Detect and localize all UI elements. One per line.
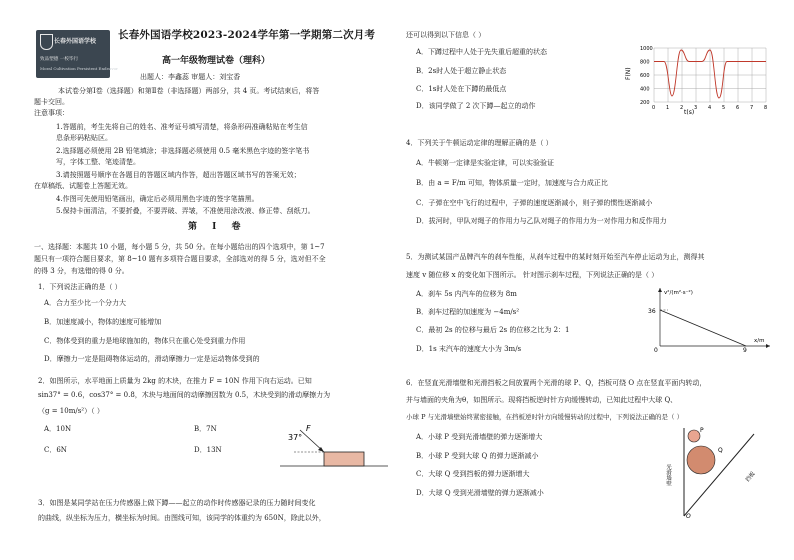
q3-option-c: C．1s时人处在下蹲的最低点 <box>416 85 507 93</box>
q4-option-b: B．由 a = F/m 可知，物体质量一定时，加速度与合力成正比 <box>416 179 608 187</box>
left-column <box>34 0 394 560</box>
q1-option-b: B．加速度减小，物体的速度可能增加 <box>44 318 162 326</box>
q6-option-a: A．小球 P 受到光滑墙壁的弹力逐渐增大 <box>416 433 543 441</box>
section-desc-line: 一、选择题：本题共 10 小题，每小题 5 分，共 50 分。在每小题给出的四个选项中，第 1~7 <box>34 243 325 251</box>
v2-line <box>660 310 746 346</box>
intro-line: 5.保持卡面清洁，不要折叠，不要弄破、弄皱，不准使用涂改液、修正带、刮纸刀。 <box>56 207 315 215</box>
intro-line: 写，字体工整、笔迹清楚。 <box>56 158 140 166</box>
q2-line: 2．如图所示，水平地面上质量为 2kg 的木块，在推力 F = 10N 作用下向右运动。已知 <box>38 377 312 385</box>
author-line: 出题人：李鑫蕊 审题人：刘宝香 <box>140 73 241 81</box>
q4-option-a: A．牛顿第一定律是实验定律，可以实验验证 <box>416 159 555 167</box>
intro-line: 题卡交回。 <box>34 98 69 106</box>
angle-label: 37° <box>288 433 303 442</box>
q6-option-d: D．大球 Q 受到光滑墙壁的弹力逐渐减小 <box>416 489 544 497</box>
q1-stem: 1．下列说法正确的是（ ） <box>38 283 122 291</box>
ball-p <box>688 430 700 442</box>
q5-line: 速度 v 随位移 x 的变化如下图所示。 针对图示刹车过程，下列说法正确的是（ ） <box>406 271 659 279</box>
section-title: 第 Ⅰ 卷 <box>188 222 247 232</box>
q5-line: 5．为测试某国产品牌汽车的刹车性能，从刹车过程中的某时刻开始至汽车停止运动为止，测得其 <box>406 253 705 261</box>
y-tick-label: 800 <box>640 59 650 66</box>
q2-option-d: D．13N <box>194 446 222 454</box>
block <box>324 452 364 466</box>
ball-q <box>687 446 715 474</box>
q2-line: sin37° = 0.6，cos37° = 0.8，木块与地面间的动摩擦因数为 0.5，木块受到的滑动摩擦力为 <box>38 391 331 399</box>
paper-title: 高一年级物理试卷（理科） <box>162 56 271 66</box>
q3-option-b: B．2s时人处于超立静止状态 <box>416 67 507 75</box>
x-arrow <box>766 344 770 348</box>
q4-option-c: C．子弹在空中飞行的过程中，子弹的速度逐渐减小，则子弹的惯性逐渐减小 <box>416 199 653 207</box>
q6-line: 并与墙面的夹角为θ，如图所示。现将挡板逆时针方向缓慢转动，已知此过程中大球 Q、 <box>406 396 678 404</box>
q6-line: 小球 P 与光滑墙壁始终紧密接触，在挡板逆时针方向缓慢转动的过程中，下列说法正确的是（ ） <box>406 413 684 421</box>
intro-line: 在草稿纸、试题卷上答题无效。 <box>34 182 132 190</box>
section-desc-line: 的得 3 分，有选错的得 0 分。 <box>34 267 129 275</box>
x-tick-label: 0 <box>652 105 656 111</box>
origin-label: 0 <box>654 347 658 352</box>
intro-line: 息条形码粘贴区。 <box>56 134 112 142</box>
y-axis-label: F(N) <box>625 67 632 80</box>
x-axis-label: t(s) <box>684 109 695 116</box>
q1-option-c: C．物体受到的重力是地球施加的，物体只在重心处受到重力作用 <box>44 337 246 345</box>
force-label: F <box>306 424 311 433</box>
right-column <box>406 0 776 560</box>
q2-line: （g = 10m/s²）（ ） <box>38 407 104 415</box>
q6-figure <box>664 424 774 520</box>
q5-option-b: B．刹车过程的加速度为 −4m/s² <box>416 308 520 316</box>
x-tick-label: 7 <box>750 105 754 111</box>
q4-stem: 4．下列关于牛顿运动定律的理解正确的是（ ） <box>406 139 553 147</box>
intro-line: 注意事项： <box>34 109 69 117</box>
x-tick-label: 5 <box>722 105 726 111</box>
q2-figure <box>280 422 390 470</box>
exam-title: 长春外国语学校2023-2024学年第一学期第二次月考 <box>118 29 376 41</box>
q5-v2-x-graph <box>646 286 776 352</box>
q5-option-a: A．刹车 5s 内汽车的位移为 8m <box>416 290 517 298</box>
q2-option-c: C．6N <box>44 446 67 454</box>
intro-line: 1.答题前，考生先将自己的姓名、准考证号填写清楚，将条形码准确粘贴在考生信 <box>56 123 308 131</box>
x-tick-label: 6 <box>736 105 740 111</box>
x-tick-label: 3 <box>694 105 698 111</box>
x-tick-label: 4 <box>708 105 712 111</box>
q3-option-a: A．下蹲过程中人处于先失重后超重的状态 <box>416 48 548 56</box>
logo-text: 长春外国语学校 <box>54 38 97 45</box>
q1-option-a: A．合力至少比一个分力大 <box>44 299 127 307</box>
y-axis-label: v²/(m²·s⁻²) <box>664 290 693 296</box>
q2-option-b: B．7N <box>194 425 217 433</box>
q6-option-c: C．大球 Q 受到挡板的弹力逐渐增大 <box>416 470 530 478</box>
ball-q-label: Q <box>718 447 723 454</box>
y-tick-label: 400 <box>640 86 650 93</box>
q3-option-d: D．该同学做了 2 次下蹲—起立的动作 <box>416 102 536 110</box>
y-tick-label: 600 <box>640 73 650 79</box>
intro-line: 2.选择题必须使用 2B 铅笔填涂；非选择题必须使用 0.5 毫米黑色字迹的签字笔书 <box>56 147 310 155</box>
board-label: 挡板 <box>744 470 757 484</box>
q5-option-c: C．最初 2s 的位移与最后 2s 的位移之比为 2：1 <box>416 326 570 334</box>
x-tick-label: 2 <box>680 105 684 111</box>
x-value-label: 9 <box>743 347 747 352</box>
q3-line: 3．如图是某同学站在压力传感器上做下蹲——起立的动作时传感器记录的压力随时间变化 <box>38 499 316 507</box>
wall-label: 光滑墙壁 <box>665 464 671 486</box>
x-tick-label: 8 <box>764 105 768 111</box>
logo-motto-en: Moral Cultivation Persistent Endeavor <box>40 66 118 71</box>
q4-option-d: D．拔河时，甲队对绳子的作用力与乙队对绳子的作用力为一对作用力和反作用力 <box>416 217 667 225</box>
q5-option-d: D．1s 末汽车的速度大小为 3m/s <box>416 345 522 353</box>
q3-line: 的曲线，纵坐标为压力，横坐标为时间。由图线可知，该同学的体重约为 650N，除此以外， <box>38 514 326 522</box>
intro-line: 本试卷分第Ⅰ卷（选择题）和第Ⅱ卷（非选择题）两部分，共 4 页。考试结束后，将答 <box>58 87 320 95</box>
intro-line: 4.作图可先使用铅笔画出，确定后必须用黑色字迹的签字笔描黑。 <box>56 195 259 203</box>
q2-option-a: A．10N <box>44 425 72 433</box>
pivot-label: O <box>686 513 691 520</box>
q3-force-time-graph <box>624 40 774 116</box>
q6-option-b: B．小球 P 受到大球 Q 的弹力逐渐减小 <box>416 452 539 460</box>
q3-line: 还可以得到以下信息（ ） <box>406 31 486 39</box>
y-tick-label: 200 <box>640 100 650 106</box>
ball-p-label: P <box>700 427 704 434</box>
x-tick-label: 1 <box>666 105 670 111</box>
section-desc-line: 题只有一项符合题目要求，第 8~10 题有多项符合题目要求，全部选对的得 5 分，选对但不全 <box>34 255 326 263</box>
x-axis-label: x/m <box>754 338 765 344</box>
q6-line: 6．在竖直光滑墙壁和光滑挡板之间放置两个光滑的球 P、Q，挡板可绕 O 点在竖直平面内转动， <box>406 379 707 387</box>
q1-option-d: D．摩擦力一定是阻碍物体运动的，滑动摩擦力一定是运动物体受到的 <box>44 355 260 363</box>
y-arrow <box>658 288 662 292</box>
intro-line: 3.请按照题号顺序在各题目的答题区域内作答，超出答题区域书写的答案无效； <box>56 171 301 179</box>
logo-motto: 致品塑德 一校毕行 <box>40 57 79 62</box>
y-tick-label: 1000 <box>640 46 653 52</box>
y-value-label: 36 <box>648 308 656 315</box>
